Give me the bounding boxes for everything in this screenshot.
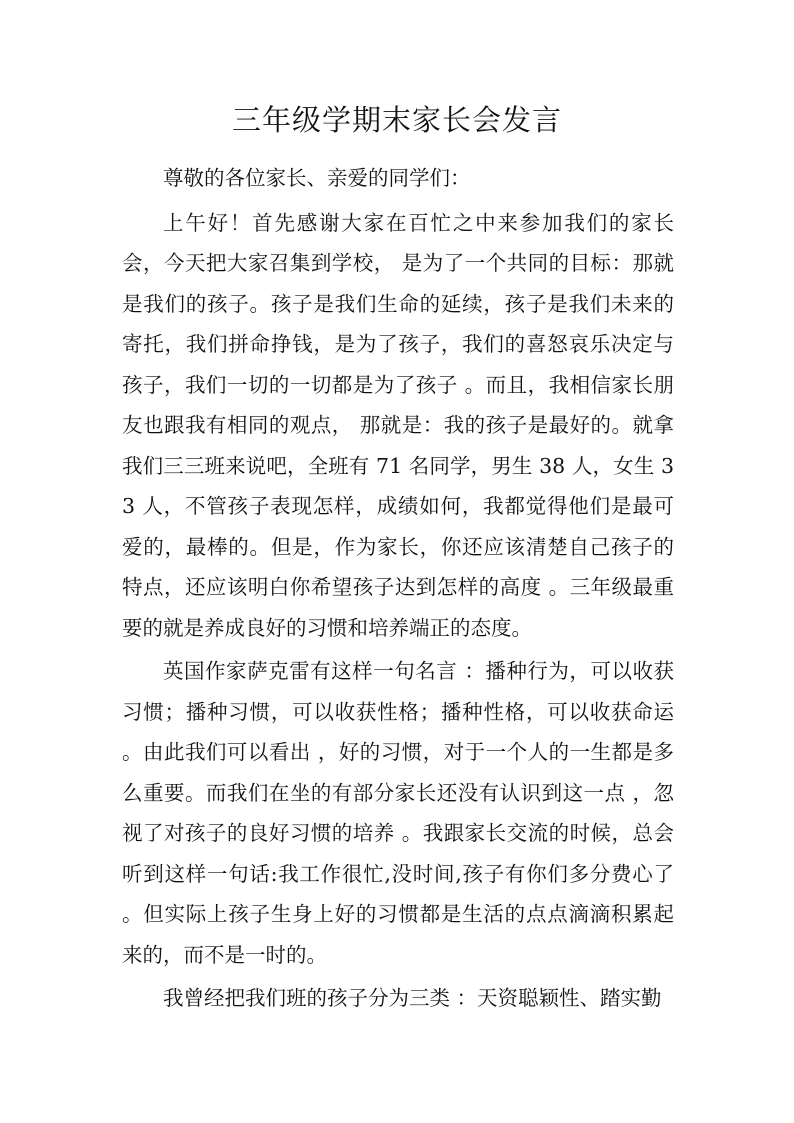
paragraph-1: 上午好！首先感谢大家在百忙之中来参加我们的家长会，今天把大家召集到学校， 是为了一个共同的目标：那就是我们的孩子。孩子是我们生命的延续，孩子是我们未来的寄托，我们拼命挣钱，是为了孩子，我们的喜怒哀乐决定与孩子，我们一切的一切都是为了孩子 。而且，我相信家长朋友也跟我有相同的观点， 那就是：我的孩子是最好的。就拿我们三三班来说吧，全班有 71 名同学，男生 38 人，女生 33 人，不管孩子表现怎样，成绩如何，我都觉得他们是最可爱的，最棒的。但是，作为家长，你还应该清楚自己孩子的特点，还应该明白你希望孩子达到怎样的高度 。三年级最重要的就是养成良好的习惯和培养端正的态度。 <box>122 210 674 640</box>
paragraph-3: 我曾经把我们班的孩子分为三类 ：天资聪颖性、踏实勤 <box>163 986 662 1010</box>
document-body <box>122 158 674 1019</box>
document-title: 三年级学期末家长会发言 <box>231 103 562 137</box>
paragraph-2: 英国作家萨克雷有这样一句名言 ：播种行为，可以收获习惯；播种习惯，可以收获性格；播种性格，可以收获命运 。由此我们可以看出 ，好的习惯，对于一个人的一生都是多么重要。而我们在坐的有部分家长还没有认识到这一点 ，忽视了对孩子的良好习惯的培养 。我跟家长交流的时候，总会听到这样一句话:我工作很忙,没时间,孩子有你们多分费心了 。但实际上孩子生身上好的习惯都是生活的点点滴滴积累起来的，而不是一时的。 <box>122 659 674 967</box>
salutation: 尊敬的各位家长、亲爱的同学们： <box>163 166 471 190</box>
